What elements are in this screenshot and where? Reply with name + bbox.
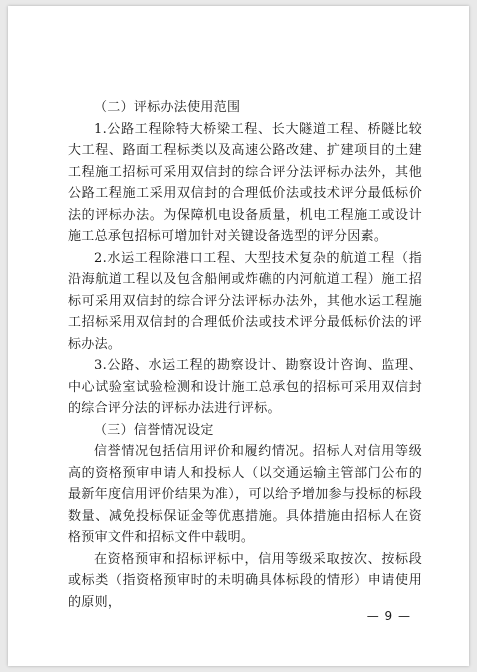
paragraph-survey-design-evaluation: 3.公路、水运工程的勘察设计、勘察设计咨询、监理、中心试验室试验检测和设计施工总承包的招标可采用双信封的综合评分法的评标办法进行评标。: [68, 358, 422, 416]
page-body: [68, 97, 422, 613]
document-page: [8, 6, 469, 666]
section-heading-evaluation-scope: （二）评标办法使用范围: [94, 100, 241, 115]
page-number: — 9 —: [366, 609, 411, 623]
paragraph-credit-usage: 在资格预审和招标评标中，信用等级采取按次、按标段或标类（指资格预审时的未明确具体标段的情形）申请使用的原则，: [68, 551, 422, 610]
section-heading-credit-setting: （三）信誉情况设定: [94, 422, 214, 438]
paragraph-credit-info: 信誉情况包括信用评价和履约情况。招标人对信用等级高的资格预审申请人和投标人（以交通运输主管部门公布的最新年度信用评价结果为准），可以给予增加参与投标的标段数量、减免投标保证金等优惠措施。具体措施由招标人在资格预审文件和招标文件中载明。: [68, 444, 422, 545]
paragraph-highway-evaluation: 1.公路工程除特大桥梁工程、长大隧道工程、桥隧比较大工程、路面工程标类以及高速公路改建、扩建项目的土建工程施工招标可采用双信封的综合评分法评标办法外，其他公路工程施工采用双信封的合理低价法或技术评分最低标价法的评标办法。为保障机电设备质量，机电工程施工或设计施工总承包招标可增加针对关键设备选型的评分因素。: [68, 121, 422, 244]
paragraph-waterway-evaluation: 2.水运工程除港口工程、大型技术复杂的航道工程（指沿海航道工程以及包含船闸或炸礁的内河航道工程）施工招标可采用双信封的综合评分法评标办法外，其他水运工程施工招标采用双信封的合理低价法或技术评分最低标价法的评标办法。: [68, 250, 422, 352]
